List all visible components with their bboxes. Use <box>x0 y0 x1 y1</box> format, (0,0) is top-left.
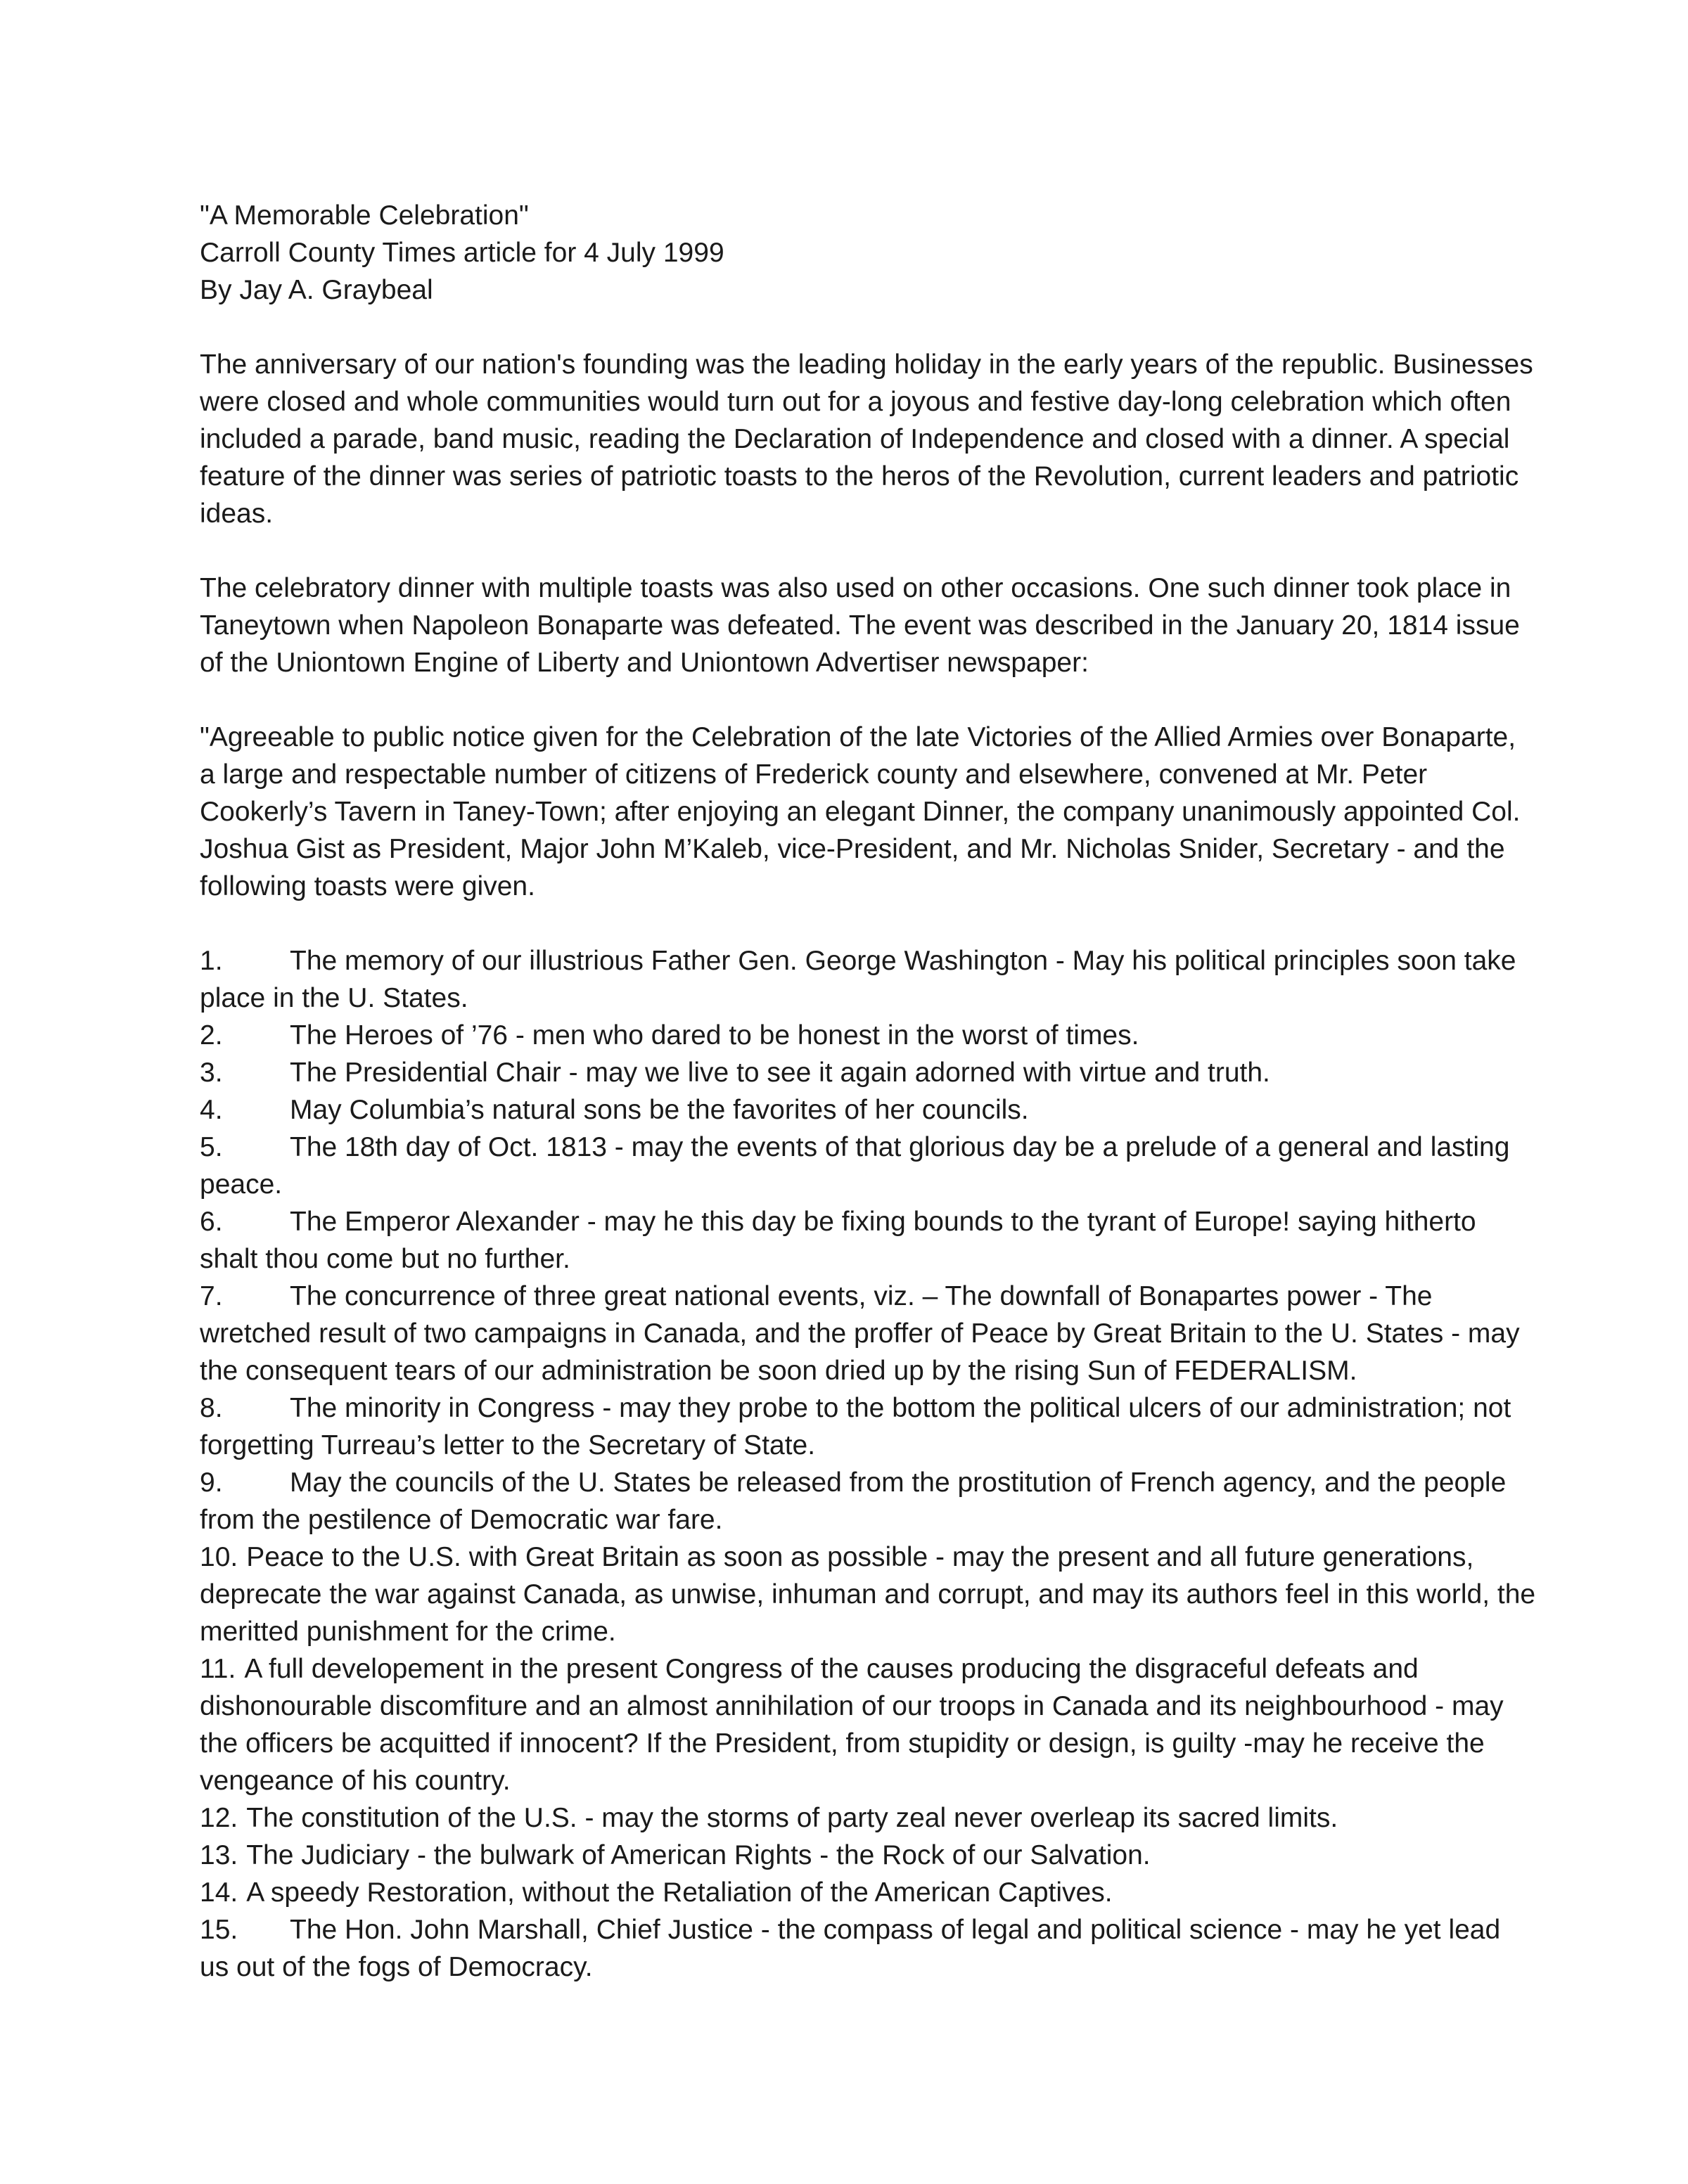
toast-text: The memory of our illustrious Father Gen. George Washington - May his political principles soon take place in the U. States. <box>200 946 1516 1013</box>
toast-number: 7. <box>200 1281 223 1311</box>
toast-number: 12. <box>200 1803 238 1833</box>
toast-number: 14. <box>200 1877 238 1908</box>
toast-item <box>200 1911 1536 1986</box>
paragraph-intro: The anniversary of our nation's founding was the leading holiday in the early years of the republic. Businesses were closed and whole communities would turn out for a joyous and festive day-long celebration which often included a parade, band music, reading the Declaration of Independence and closed with a dinner. A special feature of the dinner was series of patriotic toasts to the heros of the Revolution, current leaders and patriotic ideas. <box>200 349 1533 529</box>
toast-text: The 18th day of Oct. 1813 - may the events of that glorious day be a prelude of a general and lasting peace. <box>200 1132 1510 1200</box>
toast-text: The Hon. John Marshall, Chief Justice - the compass of legal and political science - may he yet lead us out of the fogs of Democracy. <box>200 1915 1501 1982</box>
toast-item <box>200 1278 1536 1389</box>
article-header <box>200 197 1536 309</box>
toast-item <box>200 1054 1536 1091</box>
toast-text: The Judiciary - the bulwark of American Rights - the Rock of our Salvation. <box>246 1840 1151 1870</box>
toast-text: The concurrence of three great national events, viz. – The downfall of Bonapartes power - The wretched result of two campaigns in Canada, and the proffer of Peace by Great Britain to the U. States - may the consequent tears of our administration be soon dried up by the rising Sun of FEDERALISM. <box>200 1281 1520 1386</box>
toast-text: The minority in Congress - may they probe to the bottom the political ulcers of our administration; not forgetting Turreau’s letter to the Secretary of State. <box>200 1393 1511 1460</box>
toast-number: 8. <box>200 1393 223 1423</box>
article-source: Carroll County Times article for 4 July 1999 <box>200 238 724 268</box>
toast-text: The constitution of the U.S. - may the storms of party zeal never overleap its sacred limits. <box>246 1803 1338 1833</box>
toast-number: 5. <box>200 1132 223 1162</box>
paragraph-quote: "Agreeable to public notice given for the Celebration of the late Victories of the Allied Armies over Bonaparte, a large and respectable number of citizens of Frederick county and elsewhere, convened at Mr. Peter Cookerly’s Tavern in Taney-Town; after enjoying an elegant Dinner, the company unanimously appointed Col. Joshua Gist as President, Major John M’Kaleb, vice-President, and Mr. Nicholas Snider, Secretary - and the following toasts were given. <box>200 722 1521 901</box>
toast-item <box>200 1389 1536 1464</box>
toast-item <box>200 1017 1536 1054</box>
toast-item <box>200 1539 1536 1650</box>
toast-item <box>200 1837 1536 1874</box>
article-byline: By Jay A. Graybeal <box>200 275 433 305</box>
toast-number: 15. <box>200 1915 238 1945</box>
toast-number: 9. <box>200 1467 223 1498</box>
document-page <box>200 197 1536 1986</box>
toast-text: May the councils of the U. States be released from the prostitution of French agency, and the people from the pestilence of Democratic war fare. <box>200 1467 1507 1535</box>
toast-list <box>200 942 1536 1986</box>
toast-item <box>200 1129 1536 1203</box>
toast-text: The Emperor Alexander - may he this day be fixing bounds to the tyrant of Europe! saying hitherto shalt thou come but no further. <box>200 1207 1476 1274</box>
toast-item <box>200 1650 1536 1799</box>
toast-text: A speedy Restoration, without the Retaliation of the American Captives. <box>246 1877 1113 1908</box>
toast-text: The Heroes of ’76 - men who dared to be honest in the worst of times. <box>290 1020 1139 1051</box>
toast-text: Peace to the U.S. with Great Britain as soon as possible - may the present and all future generations, deprecate the war against Canada, as unwise, inhuman and corrupt, and may its authors feel in this world, the meritted punishment for the crime. <box>200 1542 1536 1647</box>
toast-number: 4. <box>200 1095 223 1125</box>
toast-text: May Columbia’s natural sons be the favorites of her councils. <box>290 1095 1029 1125</box>
toast-text: A full developement in the present Congress of the causes producing the disgraceful defeats and dishonourable discomfiture and an almost annihilation of our troops in Canada and its neighbourhood - may the officers be acquitted if innocent? If the President, from stupidity or design, is guilty -may he receive the vengeance of his country. <box>200 1654 1504 1796</box>
toast-item <box>200 1203 1536 1278</box>
toast-item <box>200 1464 1536 1539</box>
toast-number: 11. <box>200 1654 236 1684</box>
toast-item <box>200 942 1536 1017</box>
toast-number: 2. <box>200 1020 223 1051</box>
toast-number: 10. <box>200 1542 238 1572</box>
toast-number: 6. <box>200 1207 223 1237</box>
toast-text: The Presidential Chair - may we live to see it again adorned with virtue and truth. <box>290 1058 1270 1088</box>
toast-number: 3. <box>200 1058 223 1088</box>
toast-number: 1. <box>200 946 223 976</box>
toast-item <box>200 1091 1536 1129</box>
toast-number: 13. <box>200 1840 238 1870</box>
toast-item <box>200 1799 1536 1837</box>
toast-item <box>200 1874 1536 1911</box>
paragraph-dinner: The celebratory dinner with multiple toasts was also used on other occasions. One such dinner took place in Taneytown when Napoleon Bonaparte was defeated. The event was described in the January 20, 1814 issue of the Uniontown Engine of Liberty and Uniontown Advertiser newspaper: <box>200 573 1520 678</box>
article-title: "A Memorable Celebration" <box>200 200 529 231</box>
